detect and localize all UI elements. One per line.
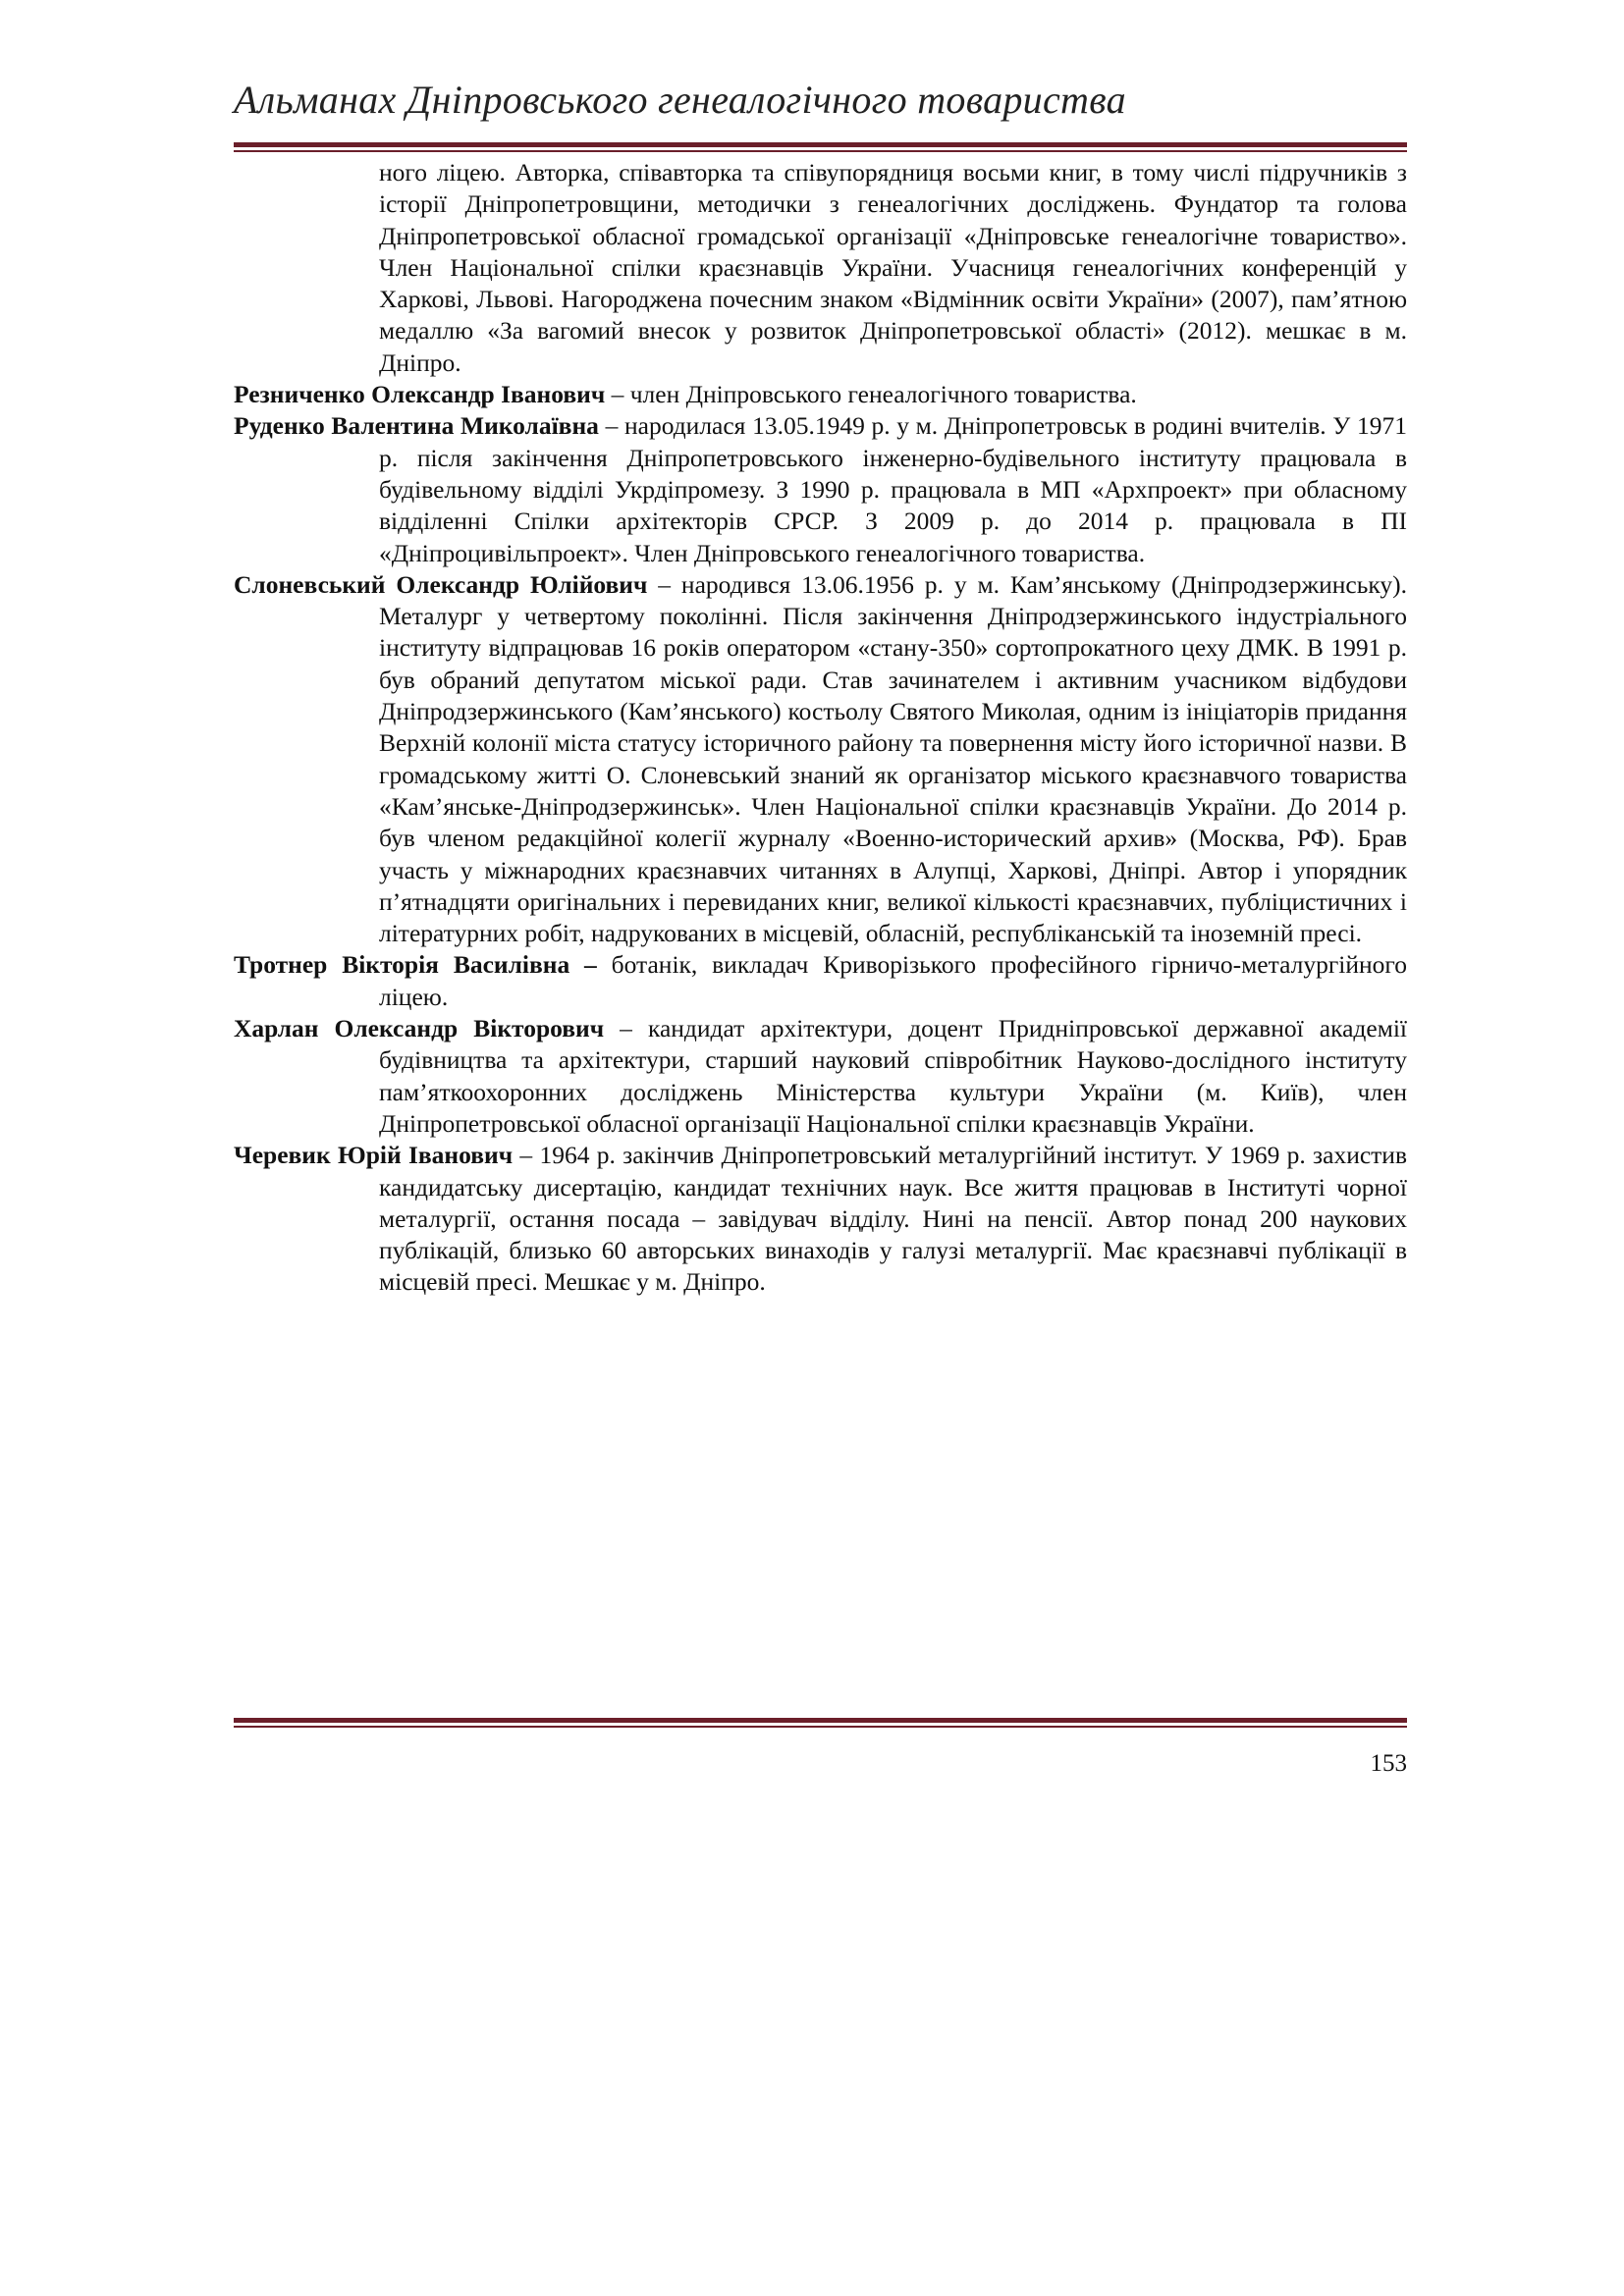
entry-slonevskyi <box>234 569 1407 950</box>
entry-continuation <box>234 157 1407 379</box>
entry-text: ботанік, викладач Криворізького професійного гірничо-металургійного ліцею. <box>379 950 1407 1011</box>
entry-name: Резниченко Олександр Іванович <box>234 380 606 409</box>
entry-text: – кандидат архітектури, доцент Придніпровської державної академії будівництва та архітектури, старший науковий співробітник Науково-дослідного інституту пам’яткоохоронних досліджень Міністерства культури України (м. Київ), член Дніпропетровської обласної організації Національної спілки краєзнавців України. <box>379 1014 1407 1138</box>
entry-name: Слоневський Олександр Юлійович <box>234 569 648 599</box>
entry-cherevyk <box>234 1140 1407 1298</box>
entry-text: – народилася 13.05.1949 р. у м. Дніпропетровськ в родині вчителів. У 1971 р. після закінчення Дніпропетровського інженерно-будівельного інституту працювала в будівельному відділі Укрдіпромезу. З 1990 р. працювала в МП «Архпроект» при обласному відділенні Спілки архітекторів СРСР. З 2009 р. до 2014 р. працювала в ПІ «Дніпроцивільпроект». Член Дніпровського генеалогічного товариства. <box>379 411 1407 567</box>
entry-name: Черевик Юрій Іванович <box>234 1141 514 1170</box>
entry-kharlan <box>234 1013 1407 1140</box>
footer-rule <box>234 1718 1407 1728</box>
entry-trotner <box>234 949 1407 1013</box>
entry-name: Тротнер Вікторія Василівна – <box>234 950 597 980</box>
header-rule <box>234 142 1407 152</box>
entry-text: ного ліцею. Авторка, співавторка та співупорядниця восьми книг, в тому числі підручників з історії Дніпропетровщини, методички з генеалогічних досліджень. Фундатор та голова Дніпропетровської обласної громадської організації «Дніпровське генеалогічне товариство». Член Національної спілки краєзнавців України. Учасниця генеалогічних конференцій у Харкові, Львові. Нагороджена почесним знаком «Відмінник освіти України» (2007), пам’ятною медаллю «За вагомий внесок у розвиток Дніпропетровської області» (2012). мешкає в м. Дніпро. <box>379 158 1407 377</box>
entry-text: – член Дніпровського генеалогічного товариства. <box>605 380 1137 409</box>
entry-reznychenko <box>234 379 1407 410</box>
running-header-title: Альманах Дніпровського генеалогічного товариства <box>234 78 1126 122</box>
entry-text: – народився 13.06.1956 р. у м. Кам’янському (Дніпродзержинську). Металург у четвертому поколінні. Після закінчення Дніпродзержинського індустріального інституту відпрацював 16 років оператором «стану-350» сортопрокатного цеху ДМК. В 1991 р. був обраний депутатом міської ради. Став зачинателем і активним учасником відбудови Дніпродзержинського (Кам’янського) костьолу Святого Миколая, одним із ініціаторів придання Верхній колонії міста статусу історичного району та повернення місту його історичної назви. В громадському житті О. Слоневський знаний як організатор міського краєзнавчого товариства «Кам’янське-Дніпродзержинськ». Член Національної спілки краєзнавців України. До 2014 р. був членом редакційної колегії журналу «Военно-исторический архив» (Москва, РФ). Брав участь у міжнародних краєзнавчих читаннях в Алупці, Харкові, Дніпрі. Автор і упорядник п’ятнадцяти оригінальних і перевиданих книг, великої кількості краєзнавчих, публіцистичних і літературних робіт, надрукованих в місцевій, обласній, республіканській та іноземній пресі. <box>379 569 1407 948</box>
entry-name: Руденко Валентина Миколаївна <box>234 411 599 441</box>
page-number: 153 <box>1370 1750 1407 1777</box>
entry-name: Харлан Олександр Вікторович <box>234 1014 605 1043</box>
entry-text: – 1964 р. закінчив Дніпропетровський металургійний інститут. У 1969 р. захистив кандидатську дисертацію, кандидат технічних наук. Все життя працював в Інституті чорної металургії, остання посада – завідувач відділу. Нині на пенсії. Автор понад 200 наукових публікацій, близько 60 авторських винаходів у галузі металургії. Має краєзнавчі публікації в місцевій пресі. Мешкає у м. Дніпро. <box>379 1141 1407 1297</box>
entry-rudenko <box>234 410 1407 568</box>
page-body <box>234 157 1407 1299</box>
